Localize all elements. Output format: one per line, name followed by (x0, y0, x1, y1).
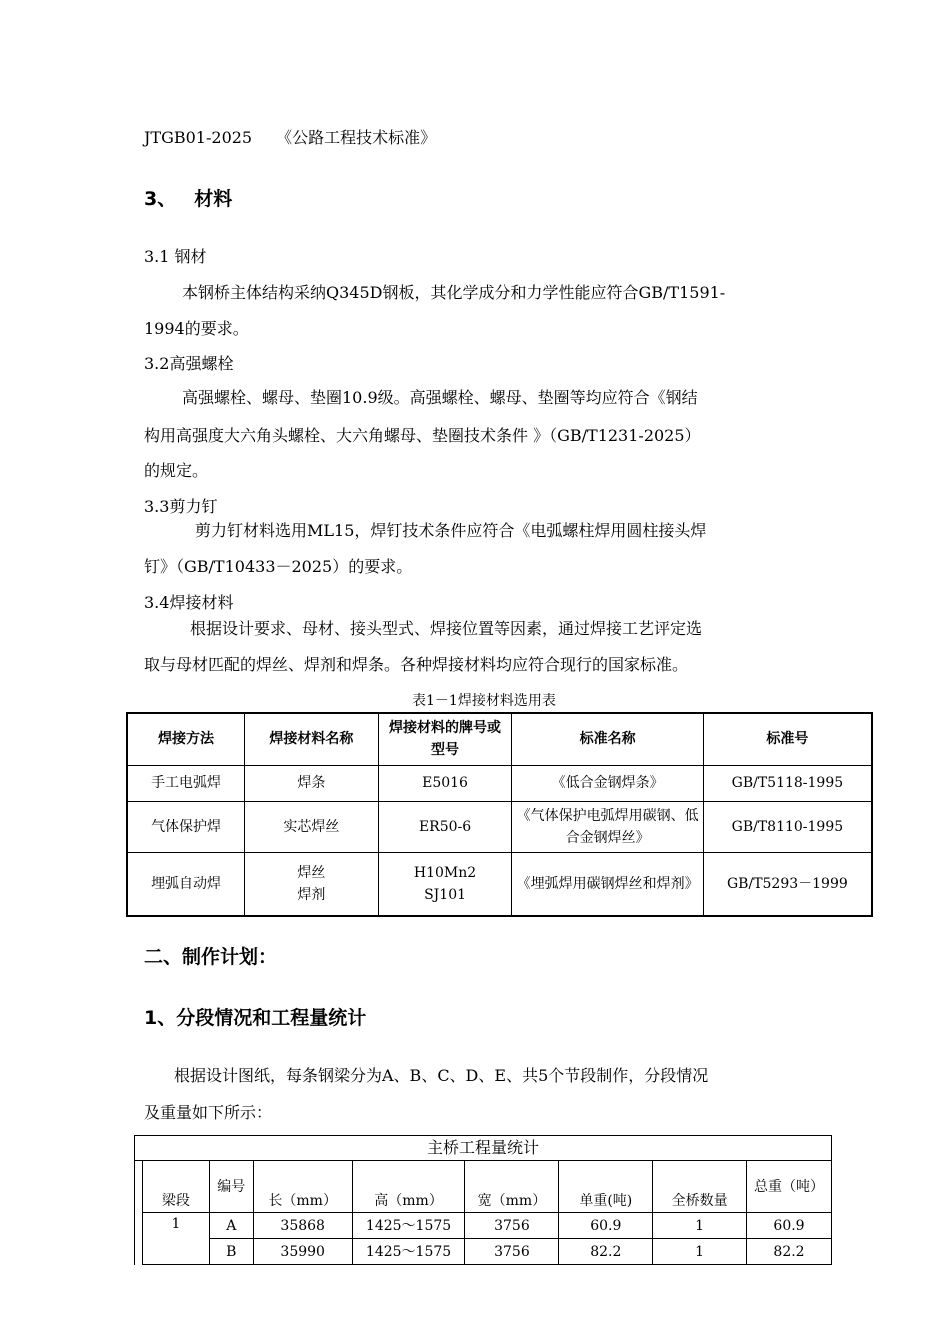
section-number: 3、 (144, 188, 177, 210)
table2-cell: 1425～1575 (352, 1239, 465, 1265)
table1-header-row (127, 713, 872, 765)
table1-cell: H10Mn2 SJ101 (378, 852, 512, 916)
table1-cell: GB/T8110-1995 (703, 801, 872, 852)
table2-cell: 1 (142, 1213, 209, 1265)
table-row (127, 852, 872, 916)
table2-cell: 1 (653, 1213, 747, 1239)
table2-cell: 82.2 (747, 1239, 832, 1265)
sub-3-2-line3: 的规定。 (144, 461, 209, 480)
table1-cell: 《气体保护电弧焊用碳钢、低合金钢焊丝》 (512, 801, 703, 852)
table1-header: 标准号 (703, 713, 872, 765)
table1-cell: E5016 (378, 765, 512, 801)
table1-cell: 埋弧自动焊 (127, 852, 245, 916)
segments-para-line2: 及重量如下所示： (144, 1103, 273, 1122)
segments-para-line1: 根据设计图纸，每条钢梁分为A、B、C、D、E、共5个节段制作，分段情况 (174, 1066, 709, 1085)
table1-cell: 《埋弧焊用碳钢焊丝和焊剂》 (512, 852, 703, 916)
table2-cell: 60.9 (747, 1213, 832, 1239)
table1-cell: ER50-6 (378, 801, 512, 852)
table2-cell: 1 (653, 1239, 747, 1265)
quantity-table (134, 1135, 832, 1265)
table2-header: 梁段 (142, 1161, 209, 1213)
standard-reference (144, 128, 436, 148)
table2-header: 总重（吨） (747, 1161, 832, 1213)
welding-materials-table (126, 712, 873, 917)
sub-3-4-line2: 取与母材匹配的焊丝、焊剂和焊条。各种焊接材料均应符合现行的国家标准。 (144, 655, 689, 674)
standard-code: JTGB01-2025 (144, 128, 253, 147)
table2-header: 长（mm） (253, 1161, 352, 1213)
table1-header: 焊接方法 (127, 713, 245, 765)
table-row (135, 1239, 832, 1265)
table2-cell: 1425～1575 (352, 1213, 465, 1239)
table2-header: 高（mm） (352, 1161, 465, 1213)
section-materials-heading (144, 184, 232, 211)
table2-cell: 3756 (465, 1239, 559, 1265)
table1-cell: GB/T5293－1999 (703, 852, 872, 916)
section-plan-heading: 二、制作计划： (144, 946, 278, 968)
table-row (127, 765, 872, 801)
table2-cell: 60.9 (559, 1213, 653, 1239)
table2-cell: 3756 (465, 1213, 559, 1239)
table1-header: 焊接材料的牌号或型号 (378, 713, 512, 765)
sub-3-4-line1: 根据设计要求、母材、接头型式、焊接位置等因素，通过焊接工艺评定选 (190, 619, 703, 638)
table1-cell: 实芯焊丝 (245, 801, 379, 852)
sub-3-2-line1: 高强螺栓、螺母、垫圈10.9级。高强螺栓、螺母、垫圈等均应符合《钢结 (182, 388, 698, 407)
table2-header-row (135, 1161, 832, 1213)
sub-3-1-line1: 本钢桥主体结构采纳Q345D钢板，其化学成分和力学性能应符合GB/T1591- (182, 283, 726, 302)
table1-cell: GB/T5118-1995 (703, 765, 872, 801)
table1-caption: 表1－1焊接材料选用表 (412, 693, 556, 709)
table2-title: 主桥工程量统计 (135, 1136, 832, 1161)
sub-3-2-title: 3.2高强螺栓 (144, 354, 234, 373)
table1-header: 标准名称 (512, 713, 703, 765)
sub-3-3-title: 3.3剪力钉 (144, 497, 218, 516)
table1-cell: 焊条 (245, 765, 379, 801)
table-row (127, 801, 872, 852)
table1-cell: 《低合金钢焊条》 (512, 765, 703, 801)
standard-name: 《公路工程技术标准》 (276, 128, 437, 147)
table2-cell: 82.2 (559, 1239, 653, 1265)
table1-cell: 焊丝 焊剂 (245, 852, 379, 916)
table-row (135, 1213, 832, 1239)
table1-header: 焊接材料名称 (245, 713, 379, 765)
table2-cell: A (209, 1213, 253, 1239)
table1-cell: 手工电弧焊 (127, 765, 245, 801)
table2-header: 宽（mm） (465, 1161, 559, 1213)
table1-cell: 气体保护焊 (127, 801, 245, 852)
sub-3-4-title: 3.4焊接材料 (144, 593, 234, 612)
section-title: 材料 (194, 188, 233, 210)
table2-cell: 35868 (253, 1213, 352, 1239)
sub-3-3-line2: 钉》（GB/T10433－2025）的要求。 (144, 557, 413, 576)
table2-header: 编号 (209, 1161, 253, 1213)
table2-header: 全桥数量 (653, 1161, 747, 1213)
table2-header: 单重(吨) (559, 1161, 653, 1213)
section-segments-heading: 1、分段情况和工程量统计 (144, 1007, 367, 1029)
table2-cell: B (209, 1239, 253, 1265)
sub-3-1-title: 3.1 钢材 (144, 247, 207, 266)
table2-cell: 35990 (253, 1239, 352, 1265)
sub-3-3-line1: 剪力钉材料选用ML15，焊钉技术条件应符合《电弧螺柱焊用圆柱接头焊 (195, 521, 707, 540)
sub-3-2-line2: 构用高强度大六角头螺栓、大六角螺母、垫圈技术条件 》（GB/T1231-2025） (144, 426, 701, 445)
sub-3-1-line2: 1994的要求。 (144, 319, 249, 338)
